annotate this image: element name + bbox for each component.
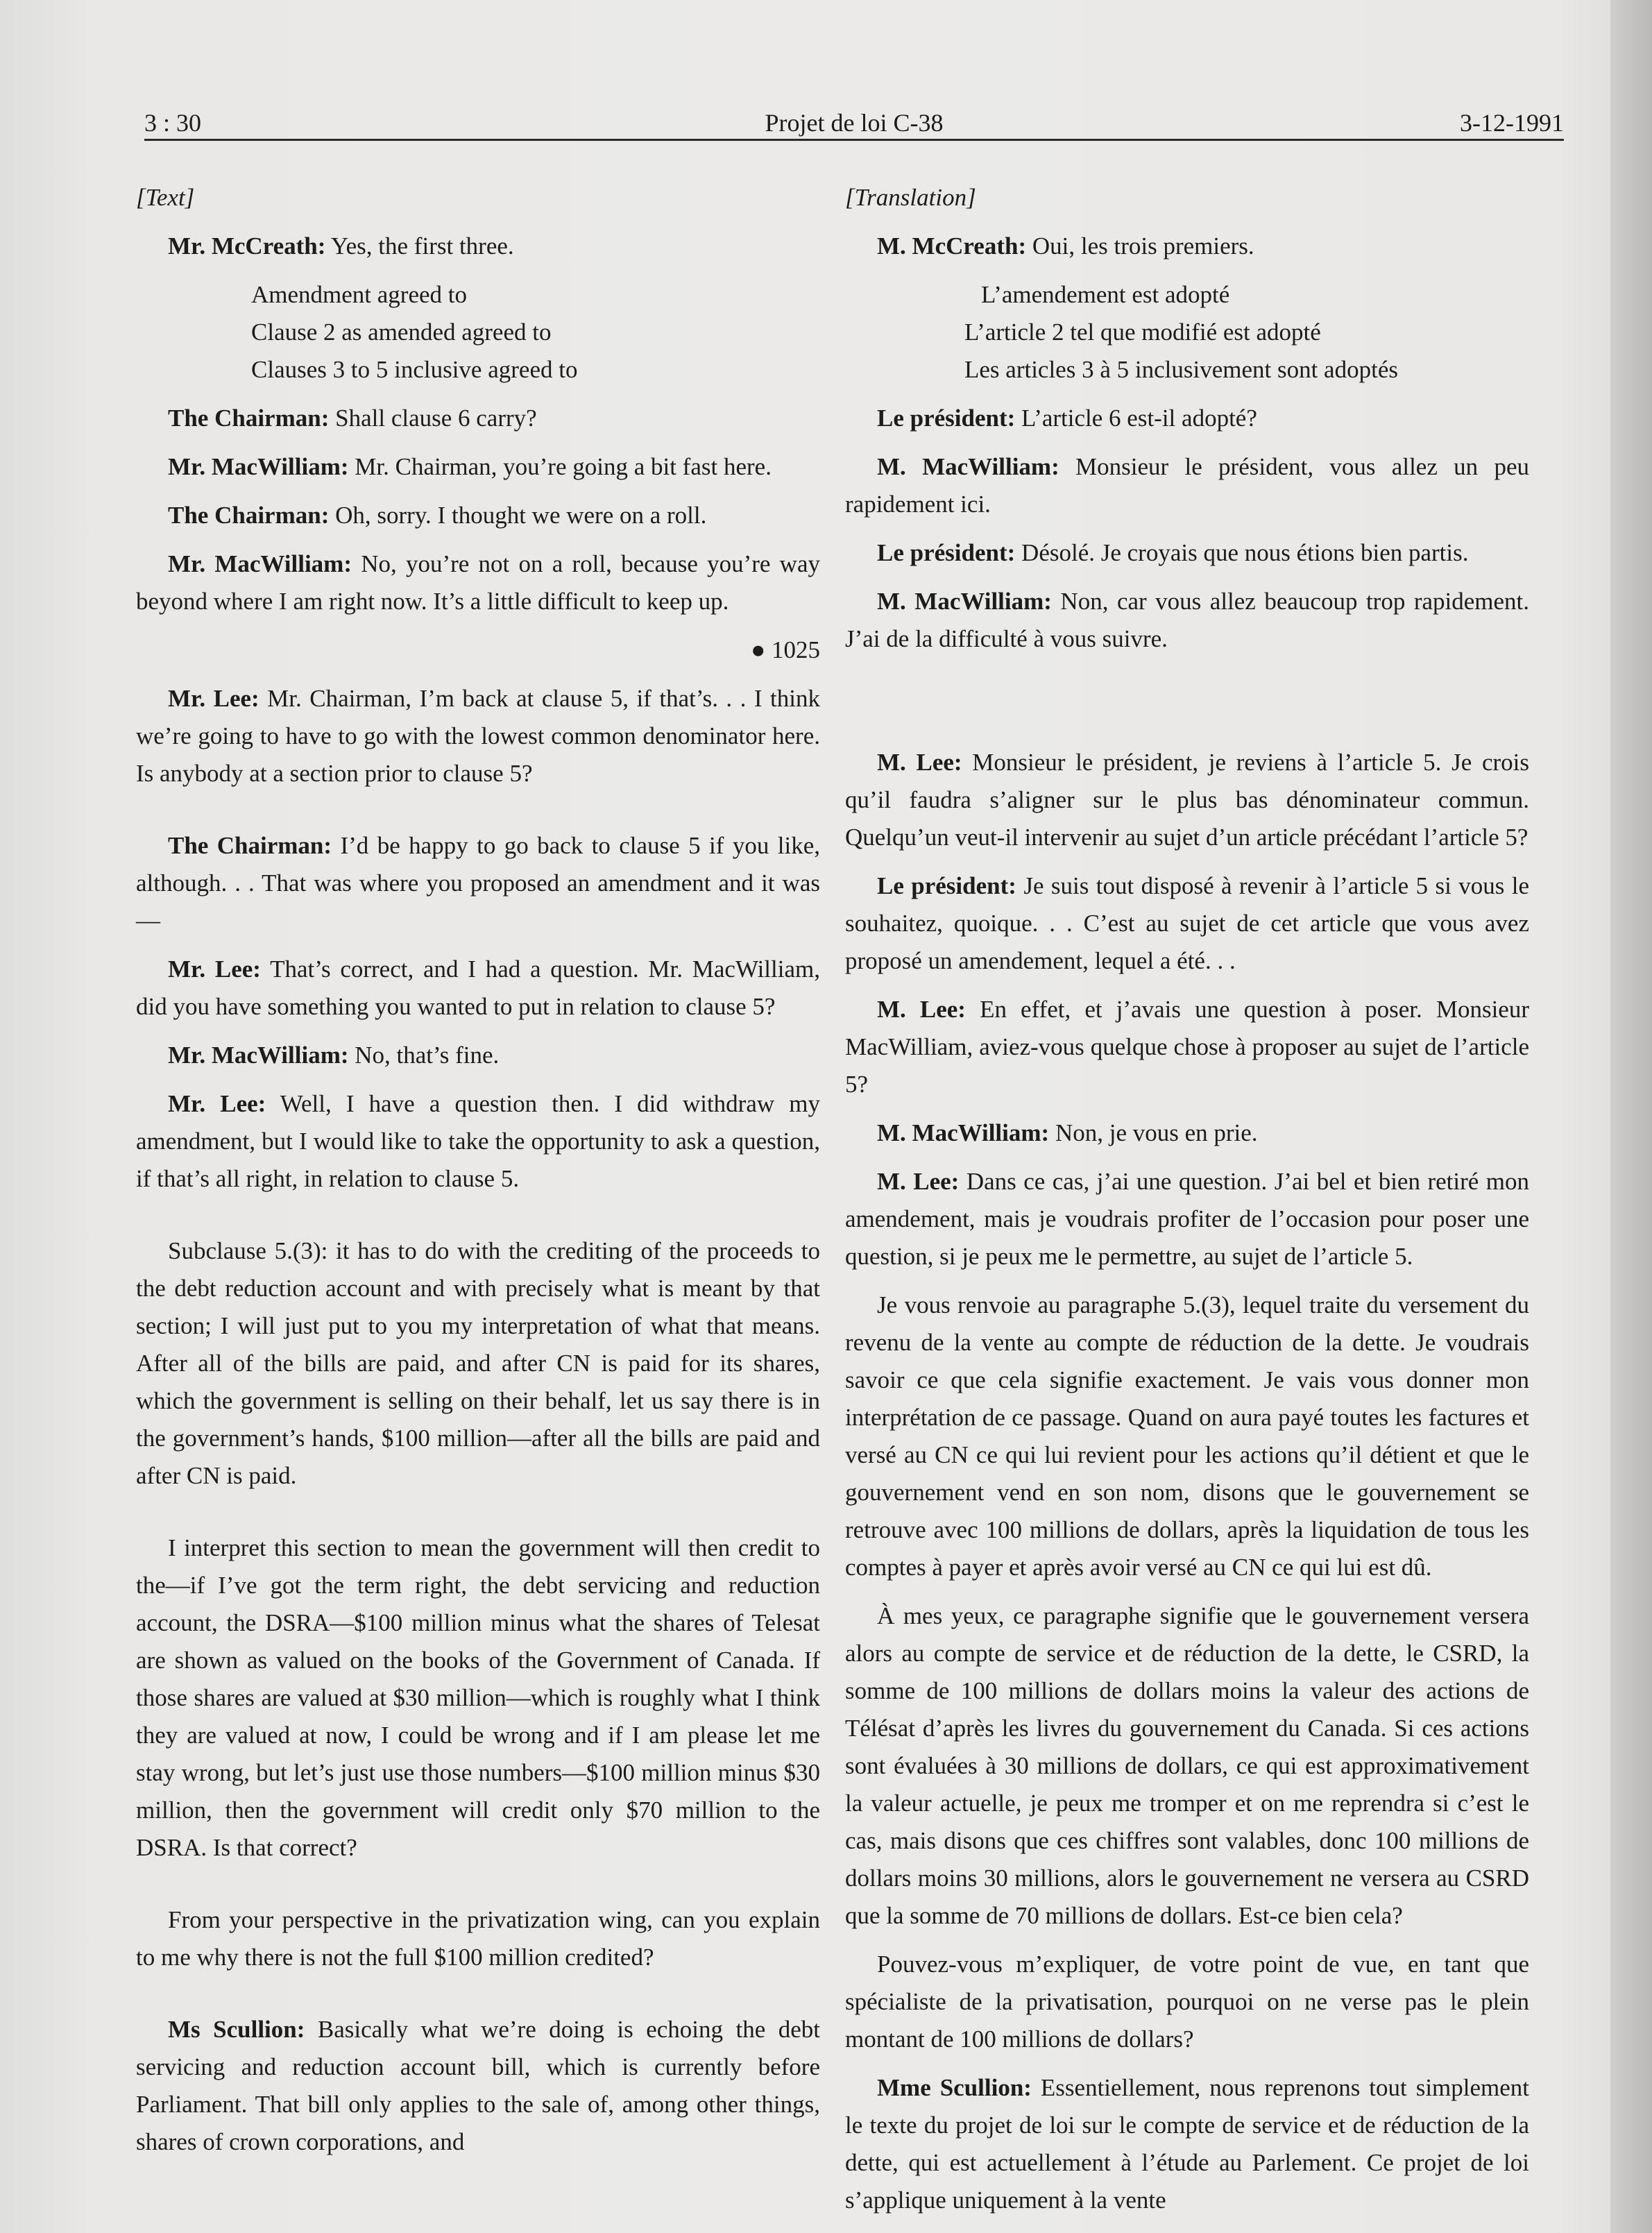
paragraph: Je vous renvoie au paragraphe 5.(3), lequel traite du versement du revenu de la vente au compte de réduction de la dette. Je voudrais savoir ce que cela signifie exactement. Je vais vous donner mon interprétation de ce passage. Quand on aura payé toutes les factures et versé au CN ce qui lui revient pour les actions qu’il détient et que le gouvernement vend en son nom, disons que le gouvernement se retrouve avec 100 millions de dollars, après la liquidation de tous les comptes à payer et après avoir versé au CN ce qui lui est dû. — [845, 1291, 1529, 1581]
speaker-name: Mr. Lee: — [168, 685, 259, 712]
spacer — [136, 1987, 820, 2011]
speaker-name: Mme Scullion: — [877, 2074, 1032, 2101]
page-binding-shadow — [1610, 0, 1652, 2233]
speaker-name: Le président: — [877, 539, 1016, 566]
speaker-name: Mr. McCreath: — [168, 232, 326, 260]
speaker-name: Mr. Lee: — [168, 956, 261, 983]
paragraph: Pouvez-vous m’expliquer, de votre point de vue, en tant que spécialiste de la privatisation, pourquoi on ne verse pas le plein montant de 100 millions de dollars? — [845, 1951, 1529, 2053]
paragraph — [136, 545, 820, 620]
motion-line: Clause 2 as amended agreed to — [251, 319, 552, 346]
speech-text: Essentiellement, nous reprenons tout simplement le texte du projet de loi sur le compte de service et de réduction de la dette, qui est actuellement à l’étude au Parlement. Ce projet de loi s’applique uniquement à la vente — [845, 2074, 1530, 2214]
paragraph — [136, 1085, 820, 1198]
speech-text: Well, I have a question then. I did withdraw my amendment, but I would like to take the opportunity to ask a question, if that’s all right, in relation to clause 5. — [136, 1090, 820, 1192]
motion-line: Les articles 3 à 5 inclusivement sont adoptés — [964, 356, 1398, 383]
text-tag: [Text] — [136, 184, 195, 211]
speaker-name: M. MacWilliam: — [877, 1119, 1050, 1146]
speech-text: Je suis tout disposé à revenir à l’article 5 si vous le souhaitez, quoique. . . C’est au sujet de cet article que vous avez proposé un amendement, lequel a été. . . — [845, 872, 1529, 974]
paragraph — [845, 867, 1529, 980]
spacer — [136, 1878, 820, 1901]
paragraph — [845, 1163, 1529, 1275]
paragraph — [845, 448, 1529, 523]
spacer — [136, 804, 820, 827]
english-column — [136, 179, 820, 2172]
spacer — [136, 1209, 820, 1232]
speech-text: Basically what we’re doing is echoing the debt servicing and reduction account bill, which is currently before Parliament. That bill only applies to the sale of, among other things, shares of crown corporations, and — [136, 2016, 820, 2155]
paragraph: From your perspective in the privatization wing, can you explain to me why there is not the full $100 million credited? — [136, 1906, 820, 1971]
paragraph — [845, 991, 1529, 1103]
speech-text: Non, car vous allez beaucoup trop rapidement. J’ai de la difficulté à vous suivre. — [845, 588, 1529, 652]
paragraph: I interpret this section to mean the government will then credit to the—if I’ve got the term right, the debt servicing and reduction account, the DSRA—$100 million minus what the shares of Telesat are shown as valued on the books of the Government of Canada. If those shares are valued at $30 million—which is roughly what I think they are valued at now, I could be wrong and if I am please let me stay wrong, but let’s just use those numbers—$100 million minus $30 million, then the government will credit only $70 million to the DSRA. Is that correct? — [136, 1534, 820, 1861]
paragraph — [136, 827, 820, 940]
speech-text: Oui, les trois premiers. — [1026, 232, 1254, 260]
speaker-name: The Chairman: — [168, 502, 330, 529]
speaker-name: M. MacWilliam: — [877, 453, 1059, 480]
paragraph — [845, 400, 1529, 437]
speaker-name: Ms Scullion: — [168, 2016, 305, 2043]
document-date: 3-12-1991 — [1460, 109, 1564, 137]
speaker-name: Le président: — [877, 872, 1016, 899]
paragraph — [845, 744, 1529, 856]
speaker-name: Mr. Lee: — [168, 1090, 266, 1117]
speech-text: Mr. Chairman, I’m back at clause 5, if that’s. . . I think we’re going to have to go with the lowest common denominator here. Is anybody at a section prior to clause 5? — [136, 685, 820, 787]
speech-text: Dans ce cas, j’ai une question. J’ai bel et bien retiré mon amendement, mais je voudrais profiter de l’occasion pour poser une question, si je peux me le permettre, au sujet de l’article 5. — [845, 1168, 1529, 1270]
speech-text: No, that’s fine. — [348, 1042, 500, 1069]
speaker-name: The Chairman: — [168, 405, 330, 432]
speaker-name: M. Lee: — [877, 749, 962, 776]
speaker-name: M. McCreath: — [877, 232, 1027, 260]
motion-line: L’article 2 tel que modifié est adopté — [964, 319, 1321, 346]
speaker-name: Le président: — [877, 405, 1016, 432]
paragraph: Subclause 5.(3): it has to do with the crediting of the proceeds to the debt reduction account and with precisely what is meant by that section; I will just put to you my interpretation of what that means. After all of the bills are paid, and after CN is paid for its shares, which the government is selling on their behalf, let us say there is in the government’s hands, $100 million—after all the bills are paid and after CN is paid. — [136, 1237, 820, 1489]
speech-text: Mr. Chairman, you’re going a bit fast here. — [348, 453, 772, 480]
translation-tag: [Translation] — [845, 184, 976, 211]
paragraph — [136, 2011, 820, 2161]
page-header — [144, 104, 1564, 141]
document-title: Projet de loi C-38 — [765, 109, 944, 137]
speaker-name: Mr. MacWilliam: — [168, 550, 352, 577]
paragraph — [845, 583, 1529, 658]
paragraph — [845, 2069, 1529, 2219]
speaker-name: M. Lee: — [877, 996, 966, 1023]
paragraph — [136, 400, 820, 437]
paragraph — [136, 228, 820, 265]
speaker-name: M. Lee: — [877, 1168, 960, 1195]
speech-text: Non, je vous en prie. — [1049, 1119, 1258, 1146]
speech-text: Yes, the first three. — [325, 232, 514, 260]
speech-text: I’d be happy to go back to clause 5 if you like, although. . . That was where you proposed an amendment and it was— — [136, 832, 820, 934]
speech-text: En effet, et j’avais une question à poser. Monsieur MacWilliam, aviez-vous quelque chose à proposer au sujet de l’article 5? — [845, 996, 1529, 1098]
speech-text: Monsieur le président, vous allez un peu rapidement ici. — [845, 453, 1529, 518]
paragraph — [136, 680, 820, 792]
speaker-name: The Chairman: — [168, 832, 332, 859]
speech-text: No, you’re not on a roll, because you’re way beyond where I am right now. It’s a little difficult to keep up. — [136, 550, 820, 615]
motion-line: Amendment agreed to — [251, 281, 468, 308]
speaker-name: M. MacWilliam: — [877, 588, 1052, 615]
paragraph — [136, 951, 820, 1026]
paragraph: À mes yeux, ce paragraphe signifie que le gouvernement versera alors au compte de service et de réduction de la dette, le CSRD, la somme de 100 millions de dollars moins la valeur des actions de Télésat d’après les livres du gouvernement du Canada. Si ces actions sont évaluées à 30 millions de dollars, ce qui est approximativement la valeur actuelle, je peux me tromper et on me reprendra si c’est le cas, mais disons que ces chiffres sont valables, donc 100 millions de dollars moins 30 millions, alors le gouvernement ne versera au CSRD que la somme de 70 millions de dollars. Est-ce bien cela? — [845, 1602, 1529, 1929]
french-column — [845, 179, 1529, 2230]
spacer — [845, 669, 1529, 706]
paragraph — [136, 448, 820, 486]
speech-text: L’article 6 est-il adopté? — [1015, 405, 1257, 432]
speaker-name: Mr. MacWilliam: — [168, 453, 349, 480]
speech-text: Shall clause 6 carry? — [329, 405, 537, 432]
speech-text: Désolé. Je croyais que nous étions bien partis. — [1015, 539, 1469, 566]
paragraph — [845, 228, 1529, 265]
speech-text: Monsieur le président, je reviens à l’article 5. Je crois qu’il faudra s’aligner sur le plus bas dénominateur commun. Quelqu’un veut-il intervenir au sujet d’un article précédant l’article 5? — [845, 749, 1529, 851]
page-number: 3 : 30 — [144, 109, 202, 137]
motion-line: Clauses 3 to 5 inclusive agreed to — [251, 356, 578, 383]
paragraph — [845, 1114, 1529, 1152]
paragraph — [136, 1037, 820, 1074]
motion-line: L’amendement est adopté — [981, 281, 1230, 308]
time-marker: ● 1025 — [751, 636, 820, 663]
paragraph — [845, 534, 1529, 572]
speaker-name: Mr. MacWilliam: — [168, 1042, 349, 1069]
spacer — [136, 1506, 820, 1529]
speech-text: That’s correct, and I had a question. Mr. MacWilliam, did you have something you wanted to put in relation to clause 5? — [136, 956, 820, 1020]
speech-text: Oh, sorry. I thought we were on a roll. — [329, 502, 707, 529]
spacer — [845, 706, 1529, 744]
paragraph — [136, 497, 820, 534]
